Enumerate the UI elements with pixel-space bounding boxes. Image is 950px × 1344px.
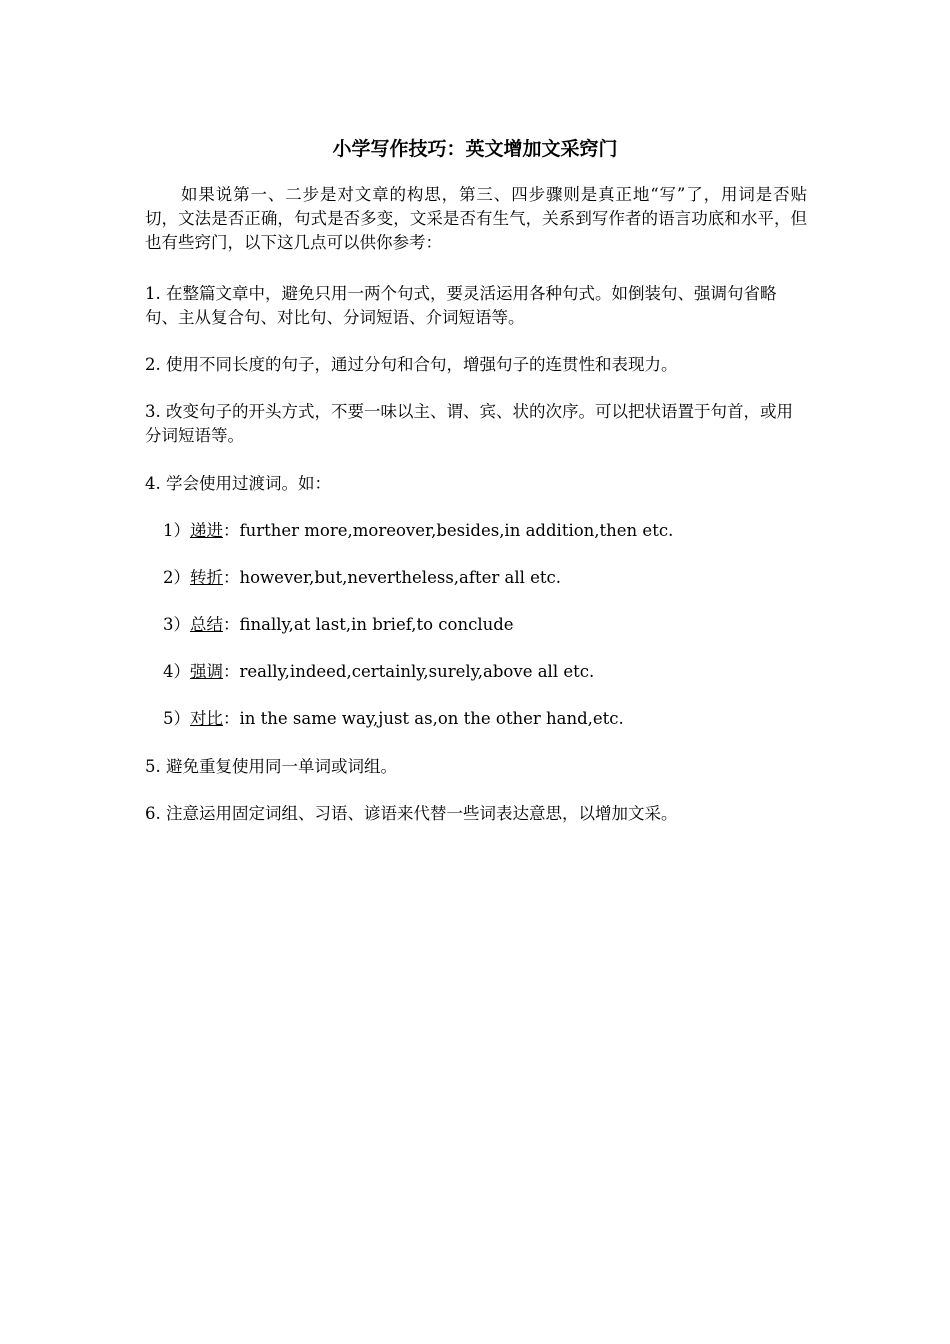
sub-text: in the same way,just as,on the other hand,etc. <box>239 709 624 728</box>
intro-paragraph: 如果说第一、二步是对文章的构思，第三、四步骤则是真正地“写”了，用词是否贴切，文法是否正确，句式是否多变，文采是否有生气，关系到写作者的语言功底和水平，但也有些窍门，以下这几点可以供你参考： <box>145 185 807 252</box>
sub-number: 4） <box>163 662 190 681</box>
sub-text: finally,at last,in brief,to conclude <box>239 615 514 634</box>
sub-keyword: 强调 <box>190 662 223 681</box>
sub-text: further more,moreover,besides,in addition,then etc. <box>239 521 674 540</box>
sub-separator: ： <box>223 521 240 540</box>
sub-separator: ： <box>223 662 240 681</box>
sub-text: really,indeed,certainly,surely,above all etc. <box>239 662 595 681</box>
list-item-4: 4. 学会使用过渡词。如： <box>145 474 331 493</box>
sub-separator: ： <box>223 709 240 728</box>
list-item-6: 6. 注意运用固定词组、习语、谚语来代替一些词表达意思，以增加文采。 <box>145 804 678 823</box>
list-item-1: 1. 在整篇文章中，避免只用一两个句式，要灵活运用各种句式。如倒装句、强调句省略句、主从复合句、对比句、分词短语、介词短语等。 <box>145 284 777 327</box>
list-item-5: 5. 避免重复使用同一单词或词组。 <box>145 757 397 776</box>
sub-number: 1） <box>163 521 190 540</box>
sub-number: 5） <box>163 709 190 728</box>
sub-number: 3） <box>163 615 190 634</box>
sub-keyword: 转折 <box>190 568 223 587</box>
sub-separator: ： <box>223 568 240 587</box>
sub-text: however,but,nevertheless,after all etc. <box>239 568 562 587</box>
transition-item-emphasis <box>163 660 594 684</box>
transition-item-comparison <box>163 707 624 731</box>
sub-separator: ： <box>223 615 240 634</box>
transition-item-contrast-turn <box>163 566 561 590</box>
transition-item-progression <box>163 519 673 543</box>
list-item-3: 3. 改变句子的开头方式，不要一味以主、谓、宾、状的次序。可以把状语置于句首，或用分词短语等。 <box>145 402 793 445</box>
sub-keyword: 递进 <box>190 521 223 540</box>
sub-keyword: 对比 <box>190 709 223 728</box>
sub-number: 2） <box>163 568 190 587</box>
list-item-2: 2. 使用不同长度的句子，通过分句和合句，增强句子的连贯性和表现力。 <box>145 355 678 374</box>
sub-keyword: 总结 <box>190 615 223 634</box>
transition-item-summary <box>163 613 514 637</box>
document-title: 小学写作技巧：英文增加文采窍门 <box>332 138 618 160</box>
